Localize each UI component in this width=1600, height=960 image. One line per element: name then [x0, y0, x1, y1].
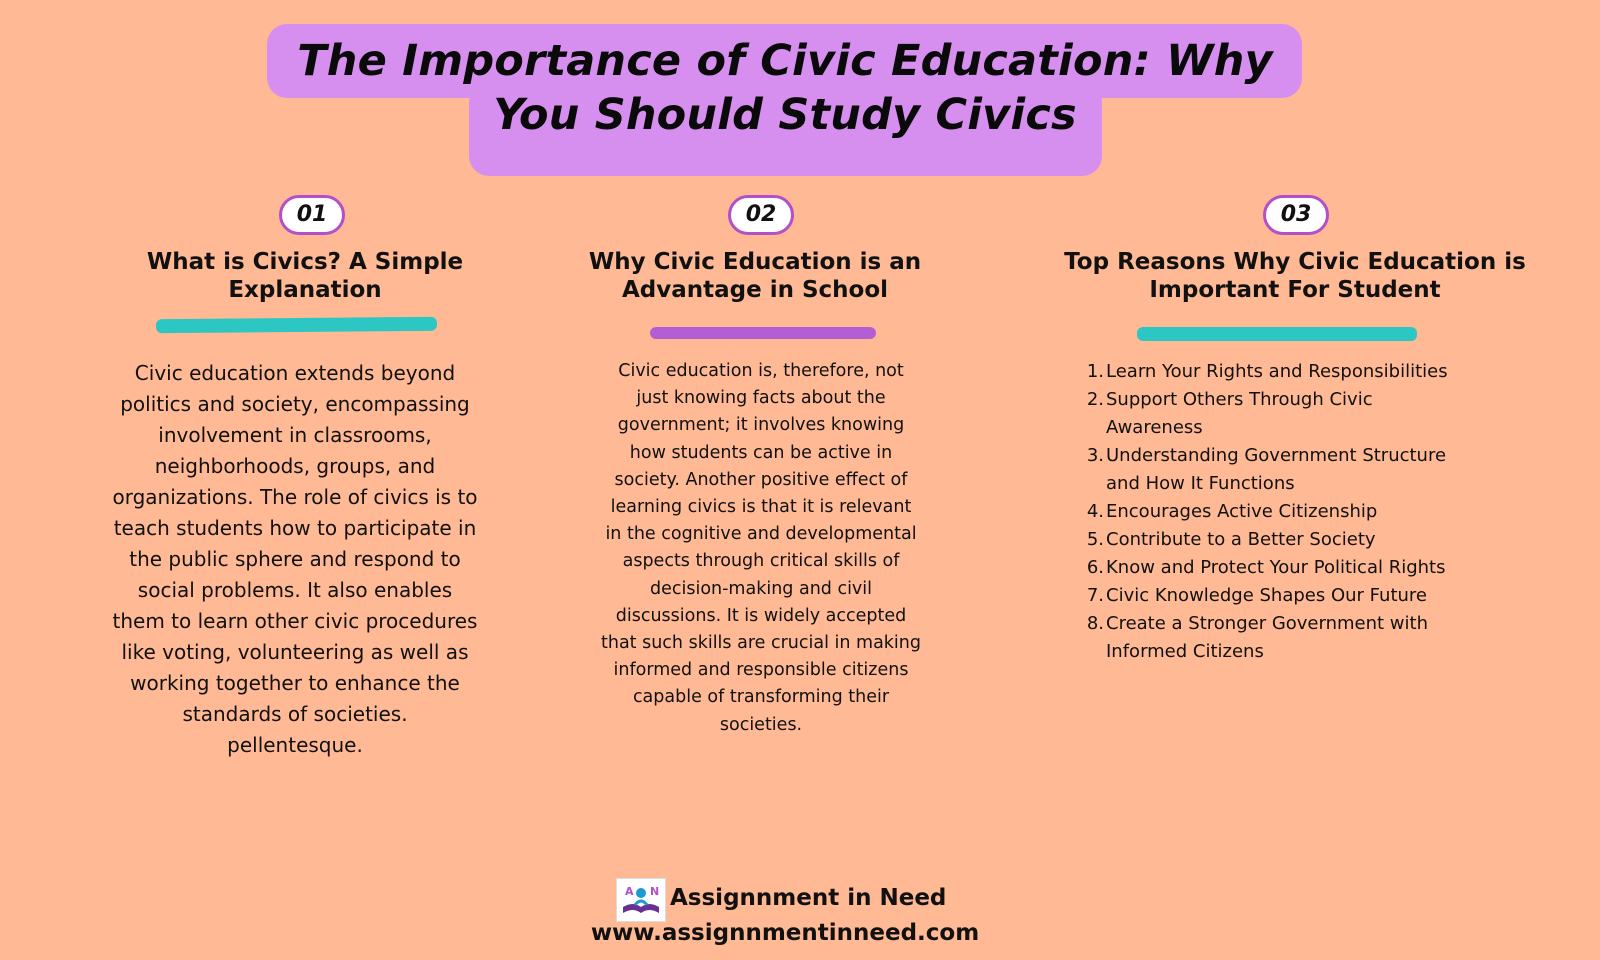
section-number-badge: 02	[728, 195, 794, 235]
page-title-line2: You Should Study Civics	[493, 90, 1077, 140]
list-item-text: Civic Knowledge Shapes Our Future	[1106, 585, 1427, 606]
list-item-number: 3.	[1086, 445, 1104, 466]
list-item-number: 7.	[1086, 585, 1104, 606]
list-item	[1070, 526, 1470, 554]
section-heading-line2: Explanation	[228, 277, 382, 303]
list-item-text: Learn Your Rights and Responsibilities	[1106, 361, 1448, 382]
list-item	[1070, 582, 1470, 610]
list-item-text: Encourages Active Citizenship	[1106, 501, 1378, 522]
page-title-line1: The Importance of Civic Education: Why	[297, 36, 1273, 86]
section-paragraph: Civic education is, therefore, not just knowing facts about the government; it involves knowing how students can be active in society. Another positive effect of learning civics is that it is relevant in the cognitive and developmental aspects through critical skills of decision-making and civil discussions. It is widely accepted that such skills are crucial in making informed and responsible citizens capable of transforming their societies.	[601, 361, 921, 735]
svg-text:N: N	[650, 885, 660, 898]
list-item-number: 2.	[1086, 389, 1104, 410]
page-title	[240, 34, 1330, 142]
list-item	[1070, 386, 1470, 442]
reasons-list	[1070, 358, 1470, 666]
list-item-number: 1.	[1086, 361, 1104, 382]
list-item-number: 4.	[1086, 501, 1104, 522]
book-reader-logo-icon	[616, 878, 666, 922]
list-item-text: Contribute to a Better Society	[1106, 529, 1376, 550]
section-heading-line2: Important For Student	[1149, 277, 1441, 303]
list-item-text: Support Others Through Civic Awareness	[1106, 389, 1373, 438]
section-heading-line2: Advantage in School	[621, 277, 889, 303]
list-item	[1070, 610, 1470, 666]
title-banner	[0, 24, 1600, 154]
list-item-text: Understanding Government Structure and How It Functions	[1106, 445, 1447, 494]
svg-text:A: A	[625, 885, 634, 898]
list-item	[1070, 554, 1470, 582]
list-item-number: 5.	[1086, 529, 1104, 550]
heading-underline-stroke	[1137, 327, 1417, 341]
section-heading-line1: What is Civics? A Simple	[146, 249, 464, 275]
section-heading-line1: Why Civic Education is an	[588, 249, 922, 275]
list-item	[1070, 498, 1470, 526]
section-paragraph: Civic education extends beyond politics and society, encompassing involvement in classrooms, neighborhoods, groups, and organizations. The role of civics is to teach students how to participate in the public sphere and respond to social problems. It also enables them to learn other civic procedures like voting, volunteering as well as working together to enhance the standards of societies. pellentesque.	[112, 361, 478, 757]
heading-underline-stroke	[650, 327, 876, 339]
section-number-badge: 01	[279, 195, 345, 235]
list-item	[1070, 358, 1470, 386]
list-item	[1070, 442, 1470, 498]
brand-name: Assignnment in Need	[670, 885, 947, 911]
section-heading-line1: Top Reasons Why Civic Education is	[1064, 249, 1526, 275]
list-item-number: 8.	[1086, 613, 1104, 634]
section-heading	[120, 248, 490, 304]
list-item-number: 6.	[1086, 557, 1104, 578]
list-item-text: Create a Stronger Government with Informed Citizens	[1106, 613, 1428, 662]
section-heading	[1040, 248, 1550, 304]
section-heading	[570, 248, 940, 304]
heading-underline-stroke	[156, 317, 437, 333]
list-item-text: Know and Protect Your Political Rights	[1106, 557, 1446, 578]
website-url: www.assignnmentinneed.com	[590, 920, 980, 946]
section-number-badge: 03	[1263, 195, 1329, 235]
